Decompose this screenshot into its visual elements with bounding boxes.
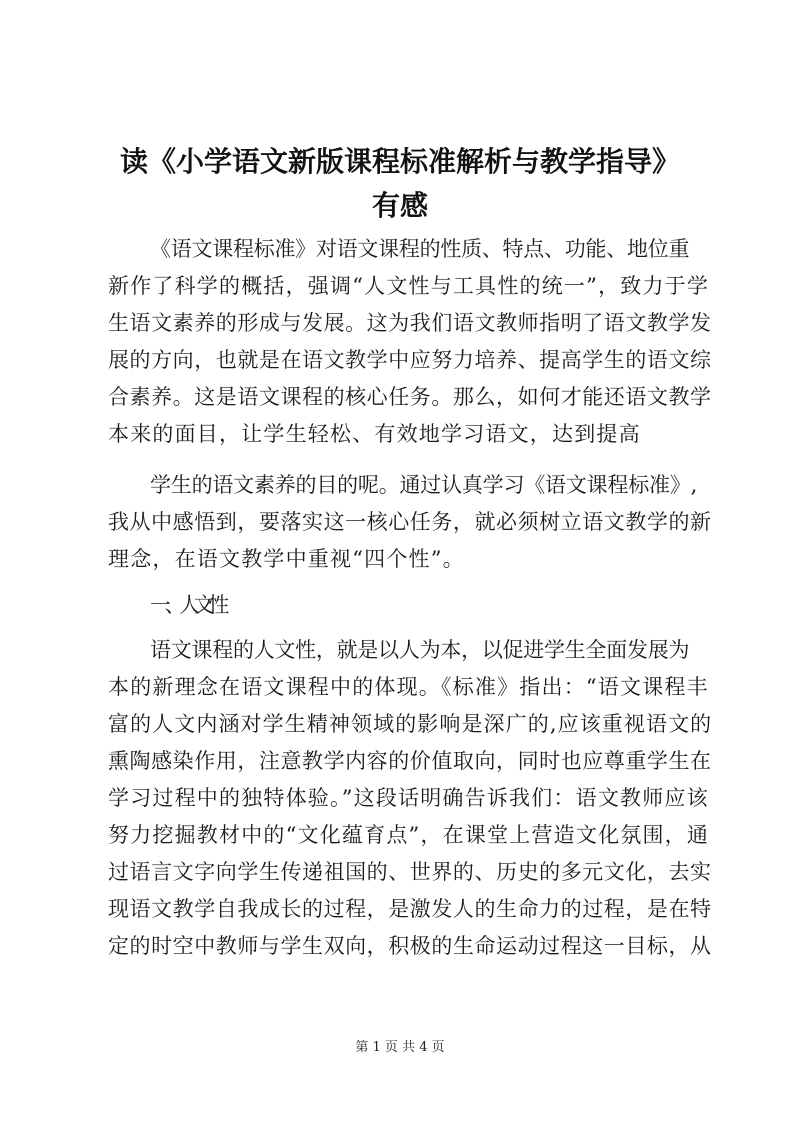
paragraph-line: 展的方向，也就是在语文教学中应努力培养、提高学生的语文综 — [108, 348, 712, 372]
paragraph-line: 现语文教学自我成长的过程，是激发人的生命力的过程，是在特 — [108, 897, 712, 921]
paragraph-line: 过语言文字向学生传递祖国的、世界的、历史的多元文化，去实 — [108, 860, 712, 884]
page-number-footer: 第 1 页 共 4 页 — [355, 1040, 445, 1055]
paragraph-line: 学生的语文素养的目的呢。通过认真学习《语文课程标准》, — [150, 473, 698, 497]
paragraph-line: 努力挖掘教材中的“文化蕴育点”，在课堂上营造文化氛围，通 — [108, 823, 710, 847]
paragraph-line: 合素养。这是语文课程的核心任务。那么，如何才能还语文教学 — [108, 385, 712, 409]
paragraph-line: 理念，在语文教学中重视“四个性”。 — [108, 547, 465, 571]
paragraph-line: 语文课程的人文性，就是以人为本，以促进学生全面发展为 — [150, 638, 690, 662]
document-title-line-2: 有感 — [371, 189, 428, 222]
paragraph-line: 定的时空中教师与学生双向，积极的生命运动过程这一目标，从 — [108, 934, 712, 958]
paragraph-line: 富的人文内涵对学生精神领域的影响是深广的,应该重视语文的 — [108, 712, 713, 736]
document-title-line-1: 读《小学语文新版课程标准解析与教学指导》 — [119, 145, 680, 178]
section-heading: 一、人文性 — [150, 593, 223, 617]
paragraph-line: 新作了科学的概括，强调“人文性与工具性的统一”，致力于学 — [108, 274, 710, 298]
paragraph-line: 熏陶感染作用，注意教学内容的价值取向，同时也应尊重学生在 — [108, 749, 712, 773]
paragraph-line: 本的新理念在语文课程中的体现。《标准》指出：“语文课程丰 — [108, 675, 709, 699]
paragraph-line: 生语文素养的形成与发展。这为我们语文教师指明了语文教学发 — [108, 311, 712, 335]
paragraph-line: 《语文课程标准》对语文课程的性质、特点、功能、地位重 — [150, 237, 690, 261]
paragraph-line: 学习过程中的独特体验。”这段话明确告诉我们：语文教师应该 — [108, 786, 709, 810]
paragraph-line: 我从中感悟到，要落实这一核心任务，就必须树立语文教学的新 — [108, 510, 712, 534]
paragraph-line: 本来的面目，让学生轻松、有效地学习语文，达到提高 — [108, 422, 641, 446]
